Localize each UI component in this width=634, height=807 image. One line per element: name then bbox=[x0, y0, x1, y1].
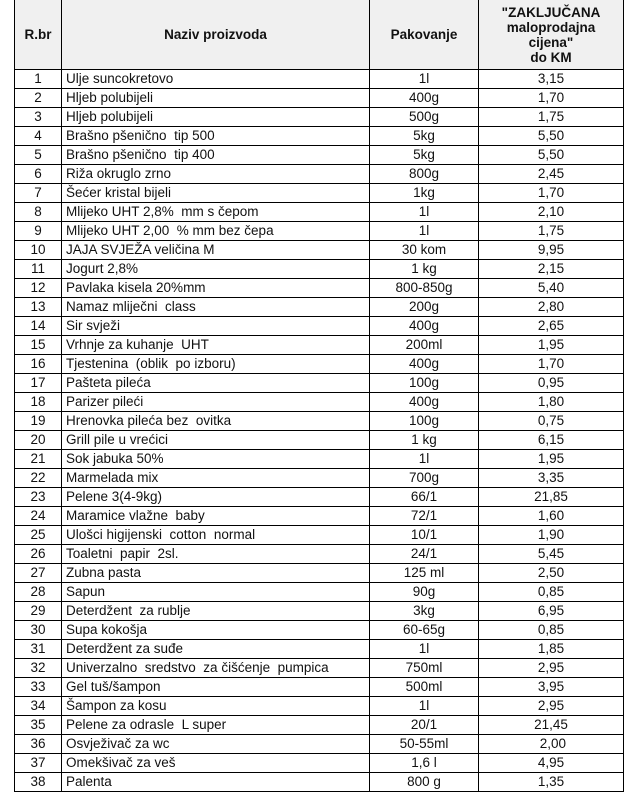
table-row bbox=[15, 336, 624, 355]
cell-price: 5,50 bbox=[479, 146, 624, 165]
cell-price: 2,00 bbox=[479, 735, 624, 754]
cell-price: 2,50 bbox=[479, 564, 624, 583]
cell-packaging: 400g bbox=[370, 89, 479, 108]
header-packaging: Pakovanje bbox=[370, 0, 479, 70]
header-price-line: maloprodajna bbox=[506, 20, 596, 35]
cell-row-number: 13 bbox=[15, 298, 62, 317]
cell-price: 1,70 bbox=[479, 184, 624, 203]
cell-packaging: 1l bbox=[370, 450, 479, 469]
cell-row-number: 14 bbox=[15, 317, 62, 336]
table-row bbox=[15, 374, 624, 393]
table-row bbox=[15, 165, 624, 184]
table-row bbox=[15, 412, 624, 431]
cell-price: 1,60 bbox=[479, 507, 624, 526]
cell-price: 0,85 bbox=[479, 621, 624, 640]
cell-row-number: 9 bbox=[15, 222, 62, 241]
cell-product-name: Parizer pileći bbox=[62, 393, 370, 412]
cell-row-number: 15 bbox=[15, 336, 62, 355]
cell-product-name: JAJA SVJEŽA veličina M bbox=[62, 241, 370, 260]
cell-price: 1,80 bbox=[479, 393, 624, 412]
cell-row-number: 16 bbox=[15, 355, 62, 374]
cell-row-number: 11 bbox=[15, 260, 62, 279]
table-row bbox=[15, 146, 624, 165]
cell-price: 3,95 bbox=[479, 678, 624, 697]
table-row bbox=[15, 678, 624, 697]
cell-packaging: 1l bbox=[370, 697, 479, 716]
cell-price: 1,70 bbox=[479, 355, 624, 374]
cell-price: 2,80 bbox=[479, 298, 624, 317]
cell-product-name: Sir svježi bbox=[62, 317, 370, 336]
cell-packaging: 1l bbox=[370, 640, 479, 659]
cell-row-number: 32 bbox=[15, 659, 62, 678]
cell-product-name: Namaz mliječni class bbox=[62, 298, 370, 317]
cell-price: 5,40 bbox=[479, 279, 624, 298]
header-product-name: Naziv proizvoda bbox=[62, 0, 370, 70]
cell-price: 6,95 bbox=[479, 602, 624, 621]
cell-packaging: 72/1 bbox=[370, 507, 479, 526]
table-row bbox=[15, 583, 624, 602]
cell-packaging: 24/1 bbox=[370, 545, 479, 564]
cell-row-number: 31 bbox=[15, 640, 62, 659]
table-row bbox=[15, 640, 624, 659]
cell-packaging: 30 kom bbox=[370, 241, 479, 260]
cell-packaging: 100g bbox=[370, 374, 479, 393]
cell-price: 3,35 bbox=[479, 469, 624, 488]
cell-price: 2,15 bbox=[479, 260, 624, 279]
cell-row-number: 6 bbox=[15, 165, 62, 184]
table-row bbox=[15, 716, 624, 735]
cell-packaging: 66/1 bbox=[370, 488, 479, 507]
cell-row-number: 4 bbox=[15, 127, 62, 146]
cell-price: 9,95 bbox=[479, 241, 624, 260]
table-row bbox=[15, 773, 624, 792]
cell-row-number: 24 bbox=[15, 507, 62, 526]
table-row bbox=[15, 222, 624, 241]
cell-price: 1,75 bbox=[479, 108, 624, 127]
cell-packaging: 800 g bbox=[370, 773, 479, 792]
cell-packaging: 5kg bbox=[370, 146, 479, 165]
cell-product-name: Mlijeko UHT 2,8% mm s čepom bbox=[62, 203, 370, 222]
cell-packaging: 60-65g bbox=[370, 621, 479, 640]
cell-product-name: Hljeb polubijeli bbox=[62, 108, 370, 127]
table-row bbox=[15, 507, 624, 526]
cell-packaging: 50-55ml bbox=[370, 735, 479, 754]
table-row bbox=[15, 279, 624, 298]
cell-product-name: Toaletni papir 2sl. bbox=[62, 545, 370, 564]
table-row bbox=[15, 697, 624, 716]
cell-product-name: Pašteta pileća bbox=[62, 374, 370, 393]
cell-product-name: Hljeb polubijeli bbox=[62, 89, 370, 108]
table-row bbox=[15, 621, 624, 640]
cell-row-number: 36 bbox=[15, 735, 62, 754]
cell-price: 21,85 bbox=[479, 488, 624, 507]
table-row bbox=[15, 70, 624, 89]
cell-packaging: 1,6 l bbox=[370, 754, 479, 773]
cell-product-name: Ulošci higijenski cotton normal bbox=[62, 526, 370, 545]
cell-product-name: Pelene 3(4-9kg) bbox=[62, 488, 370, 507]
cell-packaging: 500g bbox=[370, 108, 479, 127]
cell-product-name: Pelene za odrasle L super bbox=[62, 716, 370, 735]
cell-row-number: 17 bbox=[15, 374, 62, 393]
cell-price: 5,45 bbox=[479, 545, 624, 564]
table-row bbox=[15, 431, 624, 450]
header-price-line: do KM bbox=[530, 50, 572, 65]
table-row bbox=[15, 564, 624, 583]
cell-packaging: 700g bbox=[370, 469, 479, 488]
cell-product-name: Hrenovka pileća bez ovitka bbox=[62, 412, 370, 431]
cell-packaging: 400g bbox=[370, 393, 479, 412]
cell-row-number: 38 bbox=[15, 773, 62, 792]
cell-packaging: 200ml bbox=[370, 336, 479, 355]
cell-price: 1,85 bbox=[479, 640, 624, 659]
header-row-number: R.br bbox=[15, 0, 62, 70]
cell-product-name: Pavlaka kisela 20%mm bbox=[62, 279, 370, 298]
cell-row-number: 34 bbox=[15, 697, 62, 716]
cell-packaging: 800g bbox=[370, 165, 479, 184]
table-row bbox=[15, 393, 624, 412]
table-row bbox=[15, 184, 624, 203]
cell-product-name: Sok jabuka 50% bbox=[62, 450, 370, 469]
cell-row-number: 18 bbox=[15, 393, 62, 412]
cell-product-name: Deterdžent za rublje bbox=[62, 602, 370, 621]
cell-packaging: 400g bbox=[370, 355, 479, 374]
cell-packaging: 800-850g bbox=[370, 279, 479, 298]
cell-product-name: Omekšivač za veš bbox=[62, 754, 370, 773]
cell-packaging: 90g bbox=[370, 583, 479, 602]
table-row bbox=[15, 754, 624, 773]
cell-row-number: 20 bbox=[15, 431, 62, 450]
cell-product-name: Sapun bbox=[62, 583, 370, 602]
cell-row-number: 7 bbox=[15, 184, 62, 203]
cell-row-number: 37 bbox=[15, 754, 62, 773]
cell-row-number: 1 bbox=[15, 70, 62, 89]
cell-price: 2,65 bbox=[479, 317, 624, 336]
table-row bbox=[15, 298, 624, 317]
cell-price: 0,95 bbox=[479, 374, 624, 393]
cell-price: 4,95 bbox=[479, 754, 624, 773]
cell-row-number: 29 bbox=[15, 602, 62, 621]
cell-packaging: 1l bbox=[370, 203, 479, 222]
cell-price: 0,75 bbox=[479, 412, 624, 431]
table-row bbox=[15, 355, 624, 374]
table-row bbox=[15, 545, 624, 564]
cell-packaging: 500ml bbox=[370, 678, 479, 697]
cell-row-number: 8 bbox=[15, 203, 62, 222]
cell-price: 2,45 bbox=[479, 165, 624, 184]
cell-row-number: 19 bbox=[15, 412, 62, 431]
table-header bbox=[15, 0, 624, 70]
cell-price: 1,95 bbox=[479, 336, 624, 355]
cell-row-number: 21 bbox=[15, 450, 62, 469]
table-row bbox=[15, 526, 624, 545]
cell-price: 2,95 bbox=[479, 697, 624, 716]
cell-product-name: Šampon za kosu bbox=[62, 697, 370, 716]
table-row bbox=[15, 127, 624, 146]
cell-product-name: Brašno pšenično tip 500 bbox=[62, 127, 370, 146]
cell-packaging: 20/1 bbox=[370, 716, 479, 735]
cell-packaging: 1kg bbox=[370, 184, 479, 203]
cell-product-name: Vrhnje za kuhanje UHT bbox=[62, 336, 370, 355]
cell-row-number: 33 bbox=[15, 678, 62, 697]
table-row bbox=[15, 735, 624, 754]
cell-row-number: 35 bbox=[15, 716, 62, 735]
cell-price: 0,85 bbox=[479, 583, 624, 602]
cell-row-number: 2 bbox=[15, 89, 62, 108]
cell-price: 1,35 bbox=[479, 773, 624, 792]
cell-row-number: 5 bbox=[15, 146, 62, 165]
table-row bbox=[15, 602, 624, 621]
cell-row-number: 28 bbox=[15, 583, 62, 602]
cell-product-name: Grill pile u vrećici bbox=[62, 431, 370, 450]
cell-product-name: Deterdžent za suđe bbox=[62, 640, 370, 659]
cell-price: 5,50 bbox=[479, 127, 624, 146]
cell-product-name: Riža okruglo zrno bbox=[62, 165, 370, 184]
cell-packaging: 10/1 bbox=[370, 526, 479, 545]
table-row bbox=[15, 450, 624, 469]
header-price-line: "ZAKLJUČANA bbox=[501, 5, 601, 20]
cell-price: 1,95 bbox=[479, 450, 624, 469]
cell-price: 2,10 bbox=[479, 203, 624, 222]
cell-packaging: 125 ml bbox=[370, 564, 479, 583]
table-row bbox=[15, 89, 624, 108]
cell-product-name: Osvježivač za wc bbox=[62, 735, 370, 754]
cell-price: 1,90 bbox=[479, 526, 624, 545]
cell-product-name: Ulje suncokretovo bbox=[62, 70, 370, 89]
cell-packaging: 1 kg bbox=[370, 431, 479, 450]
cell-packaging: 5kg bbox=[370, 127, 479, 146]
header-locked-price bbox=[479, 0, 624, 70]
cell-product-name: Zubna pasta bbox=[62, 564, 370, 583]
cell-row-number: 26 bbox=[15, 545, 62, 564]
cell-packaging: 200g bbox=[370, 298, 479, 317]
cell-row-number: 27 bbox=[15, 564, 62, 583]
cell-price: 1,70 bbox=[479, 89, 624, 108]
cell-packaging: 3kg bbox=[370, 602, 479, 621]
cell-price: 6,15 bbox=[479, 431, 624, 450]
price-list-table bbox=[14, 0, 624, 792]
cell-price: 3,15 bbox=[479, 70, 624, 89]
cell-packaging: 400g bbox=[370, 317, 479, 336]
cell-packaging: 1l bbox=[370, 70, 479, 89]
cell-row-number: 3 bbox=[15, 108, 62, 127]
cell-product-name: Jogurt 2,8% bbox=[62, 260, 370, 279]
cell-price: 2,95 bbox=[479, 659, 624, 678]
table-row bbox=[15, 108, 624, 127]
cell-row-number: 12 bbox=[15, 279, 62, 298]
cell-packaging: 750ml bbox=[370, 659, 479, 678]
table-row bbox=[15, 317, 624, 336]
cell-price: 21,45 bbox=[479, 716, 624, 735]
cell-product-name: Šećer kristal bijeli bbox=[62, 184, 370, 203]
cell-packaging: 100g bbox=[370, 412, 479, 431]
table-row bbox=[15, 659, 624, 678]
cell-row-number: 25 bbox=[15, 526, 62, 545]
cell-product-name: Marmelada mix bbox=[62, 469, 370, 488]
cell-product-name: Supa kokošja bbox=[62, 621, 370, 640]
header-price-line: cijena" bbox=[528, 35, 574, 50]
cell-product-name: Univerzalno sredstvo za čišćenje pumpica bbox=[62, 659, 370, 678]
table-row bbox=[15, 241, 624, 260]
cell-product-name: Brašno pšenično tip 400 bbox=[62, 146, 370, 165]
cell-row-number: 10 bbox=[15, 241, 62, 260]
cell-packaging: 1l bbox=[370, 222, 479, 241]
cell-row-number: 23 bbox=[15, 488, 62, 507]
cell-row-number: 30 bbox=[15, 621, 62, 640]
table-row bbox=[15, 488, 624, 507]
table-row bbox=[15, 260, 624, 279]
table-row bbox=[15, 203, 624, 222]
cell-packaging: 1 kg bbox=[370, 260, 479, 279]
table-row bbox=[15, 469, 624, 488]
cell-product-name: Mlijeko UHT 2,00 % mm bez čepa bbox=[62, 222, 370, 241]
header-row bbox=[15, 0, 624, 70]
cell-price: 1,75 bbox=[479, 222, 624, 241]
cell-product-name: Tjestenina (oblik po izboru) bbox=[62, 355, 370, 374]
cell-product-name: Gel tuš/šampon bbox=[62, 678, 370, 697]
cell-product-name: Maramice vlažne baby bbox=[62, 507, 370, 526]
cell-row-number: 22 bbox=[15, 469, 62, 488]
table-body bbox=[15, 70, 624, 792]
cell-product-name: Palenta bbox=[62, 773, 370, 792]
